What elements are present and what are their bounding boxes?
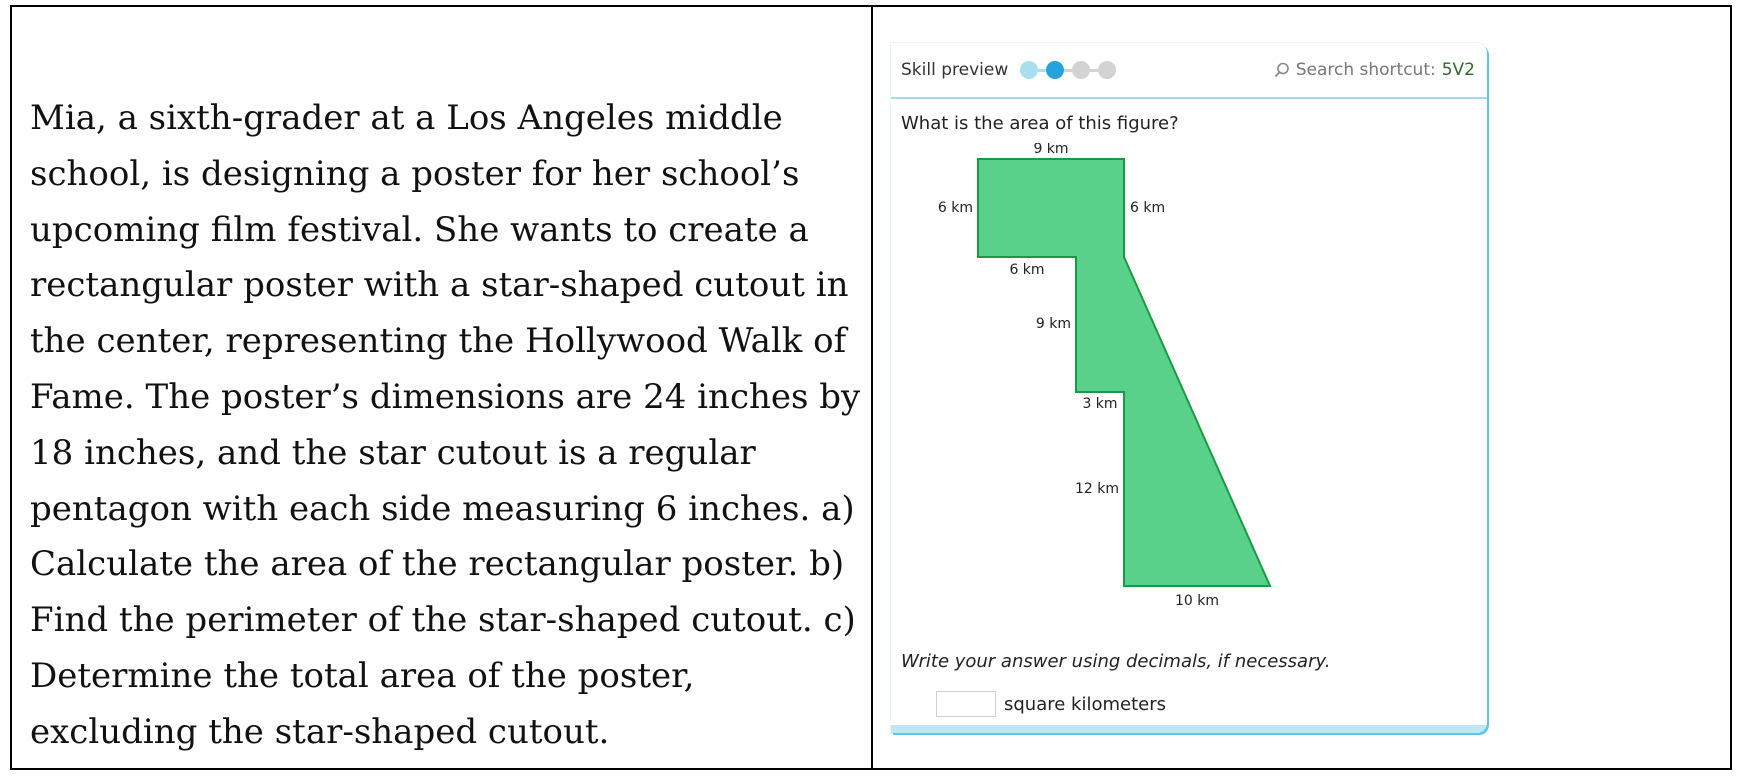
answer-unit: square kilometers — [1004, 693, 1166, 715]
card-bottom-bar — [891, 725, 1487, 733]
label-bottom: 10 km — [1174, 593, 1220, 609]
label-notch: 3 km — [1082, 396, 1118, 412]
progress-link — [1064, 69, 1072, 72]
search-shortcut-label: Search shortcut: — [1295, 60, 1436, 80]
progress-dots — [1020, 61, 1116, 79]
skill-card — [891, 43, 1487, 733]
search-shortcut-code: 5V2 — [1441, 60, 1475, 80]
answer-hint: Write your answer using decimals, if necessary. — [901, 651, 1331, 672]
progress-dot-1[interactable] — [1020, 61, 1038, 79]
progress-link — [1090, 69, 1098, 72]
progress-dot-4[interactable] — [1098, 61, 1116, 79]
skill-preview-label: Skill preview — [901, 60, 1009, 80]
question-text: What is the area of this figure? — [901, 113, 1179, 134]
label-step: 6 km — [1009, 262, 1045, 278]
search-icon — [1274, 62, 1290, 78]
label-lower: 12 km — [1074, 481, 1119, 497]
search-shortcut — [1274, 60, 1475, 80]
label-top: 9 km — [1033, 143, 1069, 157]
skill-column — [873, 7, 1730, 768]
answer-input[interactable] — [936, 691, 996, 717]
area-figure — [891, 143, 1311, 653]
progress-dot-2[interactable] — [1046, 61, 1064, 79]
problem-text: Mia, a sixth-grader at a Los Angeles middle school, is designing a poster for her school’s upcoming film festival. She wants to create a rectangular poster with a star-shaped cutout in the center, representing the Hollywood Walk of Fame. The poster’s dimensions are 24 inches by 18 inches, and the star cutout is a regular pentagon with each side measuring 6 inches. a) Calculate the area of the rectangular poster. b) Find the perimeter of the star-shaped cutout. c) Determine the total area of the poster, excluding the star-shaped cutout. — [30, 98, 861, 752]
document-frame — [10, 5, 1732, 770]
problem-column — [12, 7, 873, 768]
label-left: 6 km — [937, 200, 973, 216]
progress-link — [1038, 69, 1046, 72]
label-right: 6 km — [1130, 200, 1166, 216]
answer-row — [936, 691, 1166, 717]
label-mid: 9 km — [1035, 316, 1071, 332]
figure-shape — [978, 159, 1270, 586]
skill-preview — [901, 60, 1116, 80]
card-header — [891, 43, 1487, 99]
progress-dot-3[interactable] — [1072, 61, 1090, 79]
